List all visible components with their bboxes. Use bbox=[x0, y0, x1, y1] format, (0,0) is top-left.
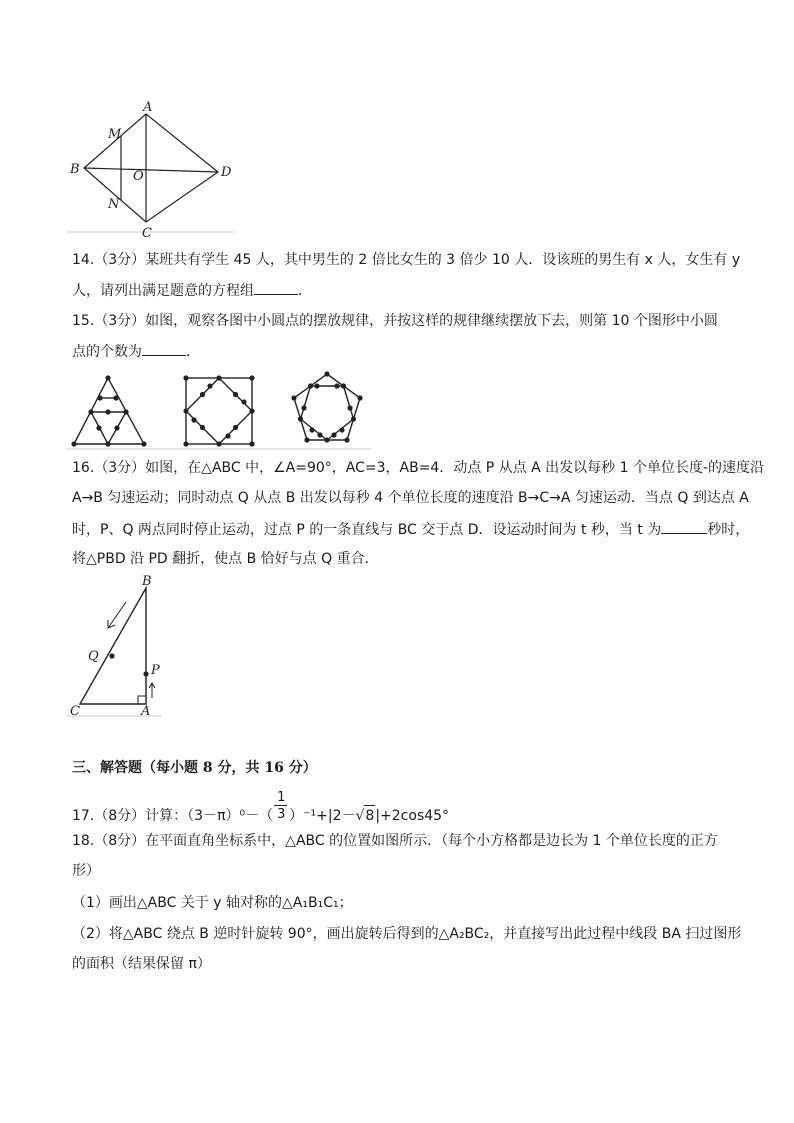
label-a16: A bbox=[141, 704, 151, 719]
q16-line1: 16.（3分）如图，在△ABC 中，∠A=90°，AC=3，AB=4．动点 P 从点 A 出发以每秒 1 个单位长度-的速度沿 bbox=[72, 460, 765, 476]
q17-prefix: 17.（8分）计算：（3－π）⁰－（ bbox=[72, 808, 274, 824]
q16-line2: A→B 匀速运动；同时动点 Q 从点 B 出发以每秒 4 个单位长度的速度沿 B→C→A 匀速运动．当点 Q 到达点 A bbox=[72, 490, 749, 506]
dot-pattern-figures bbox=[66, 368, 376, 452]
q14-line2-end: ． bbox=[298, 283, 312, 299]
right-angle-mark bbox=[138, 696, 146, 704]
q18-part1: （1）画出△ABC 关于 y 轴对称的△A₁B₁C₁； bbox=[72, 895, 353, 911]
q15-line1: 15.（3分）如图，观察各图中小圆点的摆放规律，并按这样的规律继续摆放下去，则第 10 个图形中小圆 bbox=[72, 313, 718, 329]
q16-line3-text: 时，P、Q 两点同时停止运动，过点 P 的一条直线与 BC 交于点 D．设运动时间为 t 秒，当 t 为 bbox=[72, 522, 662, 538]
label-p16: P bbox=[151, 663, 160, 678]
q17-sqrt-symbol: √ bbox=[355, 808, 365, 824]
label-b: B bbox=[70, 162, 80, 177]
label-q16: Q bbox=[88, 649, 99, 664]
label-m: M bbox=[108, 127, 122, 142]
q14-answer-blank[interactable] bbox=[254, 280, 298, 295]
label-o: O bbox=[133, 169, 144, 184]
q17-fraction-numerator: 1 bbox=[277, 790, 286, 805]
arrow-q-direction bbox=[108, 602, 126, 628]
pattern-figure-1-dots bbox=[71, 375, 146, 446]
q16-line3 bbox=[72, 519, 749, 540]
label-c16: C bbox=[70, 704, 80, 719]
q16-line3-end: 秒时， bbox=[707, 522, 750, 538]
pattern-figure-3-dots bbox=[291, 371, 362, 442]
diagonal-bd bbox=[84, 168, 218, 172]
q15-line2-end: ． bbox=[186, 344, 200, 360]
right-triangle-figure bbox=[66, 574, 176, 720]
q14-line2-text: 人，请列出满足题意的方程组 bbox=[72, 283, 254, 299]
pattern-figure-2-dots bbox=[183, 375, 254, 446]
label-a: A bbox=[143, 100, 153, 115]
q16-line4: 将△PBD 沿 PD 翻折，使点 B 恰好与点 Q 重合． bbox=[72, 551, 379, 567]
q14-line2 bbox=[72, 280, 312, 301]
q17-fraction bbox=[273, 790, 289, 822]
q17-line bbox=[72, 790, 450, 826]
q17-suffix: |+2cos45° bbox=[375, 808, 450, 824]
q15-answer-blank[interactable] bbox=[142, 341, 186, 356]
label-b16: B bbox=[142, 574, 152, 589]
label-c: C bbox=[142, 226, 152, 240]
q18-part2b: 的面积（结果保留 π） bbox=[72, 956, 211, 972]
q15-line2-text: 点的个数为 bbox=[72, 344, 142, 360]
q16-answer-blank[interactable] bbox=[661, 519, 707, 534]
q18-part2: （2）将△ABC 绕点 B 逆时针旋转 90°，画出旋转后得到的△A₂BC₂，并直接写出此过程中线段 BA 扫过图形 bbox=[72, 926, 742, 942]
q18-line2: 形） bbox=[72, 863, 100, 879]
q17-sqrt-value: 8 bbox=[364, 805, 375, 826]
section-3-heading: 三、解答题（每小题 8 分，共 16 分） bbox=[72, 760, 317, 776]
q18-line1: 18.（8分）在平面直角坐标系中，△ABC 的位置如图所示．（每个小方格都是边长为 1 个单位长度的正方 bbox=[72, 833, 718, 849]
q17-fraction-denominator: 3 bbox=[277, 807, 286, 822]
q15-line2 bbox=[72, 341, 200, 362]
pattern-figure-2 bbox=[186, 378, 252, 444]
rhombus-figure bbox=[66, 100, 241, 240]
point-q bbox=[109, 653, 114, 658]
label-n: N bbox=[108, 197, 120, 212]
q14-line1: 14.（3分）某班共有学生 45 人，其中男生的 2 倍比女生的 3 倍少 10 人．设该班的男生有 x 人，女生有 y bbox=[72, 252, 741, 268]
triangle-abc bbox=[80, 588, 146, 704]
q17-mid: ）⁻¹+|2－ bbox=[289, 808, 356, 824]
label-d: D bbox=[221, 165, 232, 180]
point-p bbox=[143, 671, 148, 676]
